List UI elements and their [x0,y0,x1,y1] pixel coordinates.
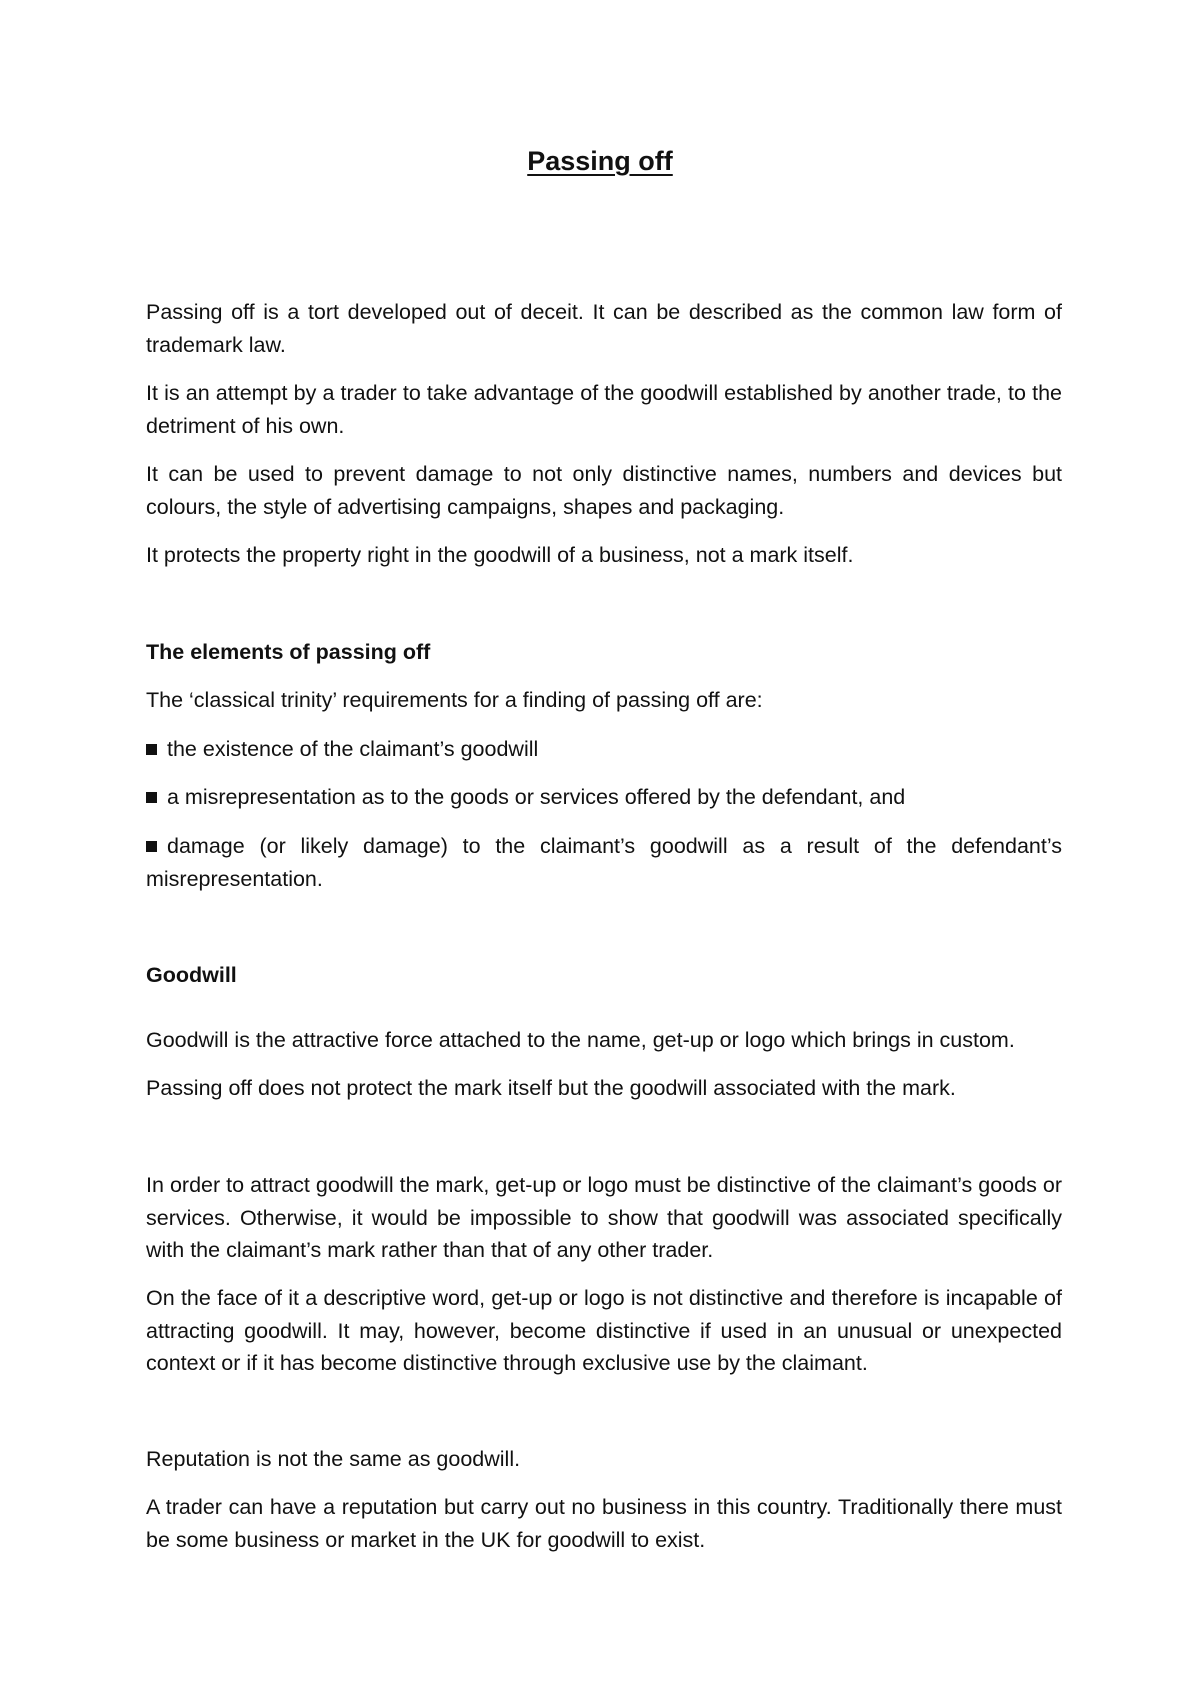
goodwill-paragraph-2: Passing off does not protect the mark itself but the goodwill associated with the mark. [146,1076,956,1100]
section-heading-goodwill: Goodwill [146,963,237,987]
list-item-text: the existence of the claimant’s goodwill [167,737,539,761]
list-item [146,733,1062,766]
goodwill-paragraph-1: Goodwill is the attractive force attached to the name, get-up or logo which brings in custom. [146,1028,1015,1052]
list-item [146,830,1062,895]
section-heading-elements: The elements of passing off [146,640,431,664]
list-item-text: damage (or likely damage) to the claimant’s goodwill as a result of the defendant’s misrepresentation. [146,834,1062,891]
square-bullet-icon [146,792,157,803]
intro-paragraph-2: It is an attempt by a trader to take advantage of the goodwill established by another trade, to the detriment of his own. [146,381,1062,438]
goodwill-paragraph-5: Reputation is not the same as goodwill. [146,1447,521,1471]
elements-lead: The ‘classical trinity’ requirements for a finding of passing off are: [146,688,763,712]
intro-paragraph-3: It can be used to prevent damage to not only distinctive names, numbers and devices but colours, the style of advertising campaigns, shapes and packaging. [146,462,1062,519]
intro-paragraph-4: It protects the property right in the goodwill of a business, not a mark itself. [146,543,854,567]
intro-paragraph-1: Passing off is a tort developed out of deceit. It can be described as the common law form of trademark law. [146,300,1062,357]
goodwill-paragraph-3: In order to attract goodwill the mark, get-up or logo must be distinctive of the claimant’s goods or services. Otherwise, it would be impossible to show that goodwill was associated specifically with the claimant’s mark rather than that of any other trader. [146,1173,1062,1262]
list-item-text: a misrepresentation as to the goods or services offered by the defendant, and [167,785,906,809]
page-title: Passing off [527,146,673,176]
goodwill-paragraph-6: A trader can have a reputation but carry out no business in this country. Traditionally there must be some business or market in the UK for goodwill to exist. [146,1495,1062,1552]
square-bullet-icon [146,841,157,852]
square-bullet-icon [146,744,157,755]
list-item [146,781,1062,814]
goodwill-paragraph-4: On the face of it a descriptive word, get-up or logo is not distinctive and therefore is incapable of attracting goodwill. It may, however, become distinctive if used in an unusual or unexpected context or if it has become distinctive through exclusive use by the claimant. [146,1286,1062,1375]
